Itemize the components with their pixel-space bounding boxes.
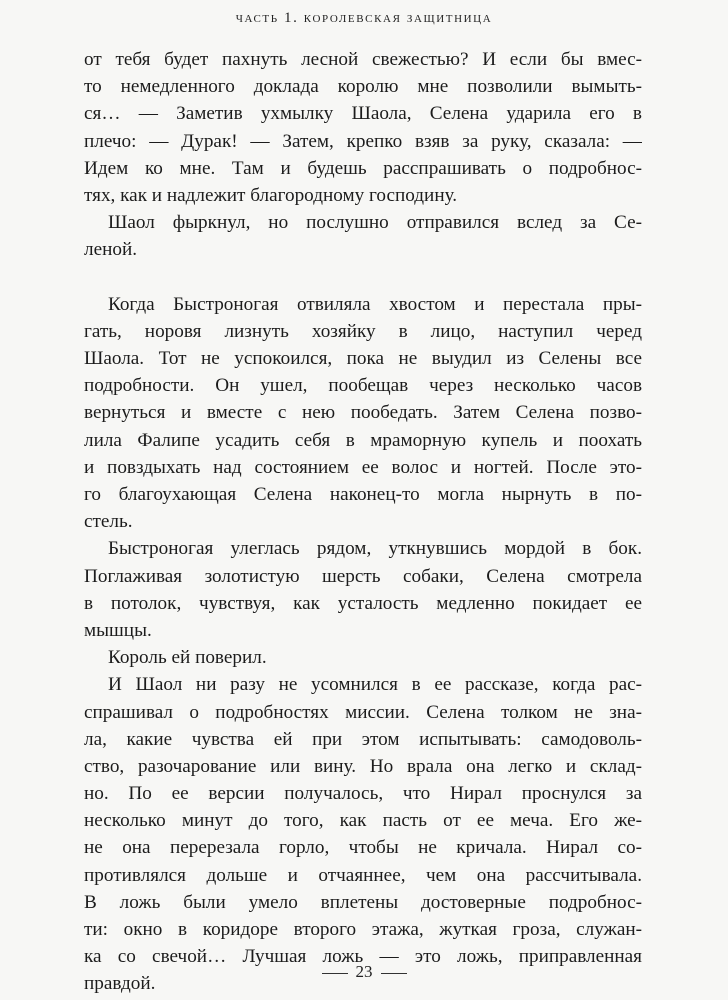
text-line: Идем ко мне. Там и будешь расспрашивать о подробнос- — [84, 157, 642, 179]
text-line: вернуться и вместе с нею пообедать. Затем Селена позво- — [84, 402, 642, 424]
paragraph — [84, 644, 642, 671]
paragraph — [84, 291, 642, 536]
text-line: стель. — [84, 511, 133, 533]
text-line: противлялся дольше и отчаяннее, чем она рассчитывала. — [84, 864, 642, 886]
text-line: и повздыхать над состоянием ее волос и ногтей. После это- — [84, 456, 642, 478]
text-line: не она перерезала горло, чтобы не кричала. Нирал со- — [84, 837, 642, 859]
text-line: ство, разочарование или вину. Но врала она легко и склад- — [84, 755, 642, 777]
text-line: подробности. Он ушел, пообещав через несколько часов — [84, 375, 642, 397]
text-line: но. По ее версии получалось, что Нирал проснулся за — [84, 783, 642, 805]
folio-dash-left — [322, 973, 348, 974]
text-line: В ложь были умело вплетены достоверные подробнос- — [84, 891, 642, 913]
text-line: го благоухающая Селена наконец-то могла нырнуть в по- — [84, 484, 642, 505]
text-line: Шаола. Тот не успокоился, пока не выудил из Селены все — [84, 348, 642, 370]
text-line: гать, норовя лизнуть хозяйку в лицо, наступил черед — [84, 320, 642, 342]
text-line: спрашивал о подробностях миссии. Селена толком не зна- — [84, 701, 642, 723]
text-line: Когда Быстроногая отвиляла хвостом и перестала пры- — [108, 293, 642, 315]
page-number-footer — [0, 962, 728, 982]
text-line: Поглаживая золотистую шерсть собаки, Селена смотрела — [84, 565, 642, 587]
text-line: в потолок, чувствуя, как усталость медленно покидает ее — [84, 592, 642, 614]
paragraph — [84, 535, 642, 644]
text-line: мышцы. — [84, 619, 152, 641]
text-line: ся… — Заметив ухмылку Шаола, Селена ударила его в — [84, 103, 642, 125]
text-line: правдой. — [84, 973, 156, 995]
text-line: Король ей поверил. — [108, 647, 267, 669]
text-line: лила Фалипе усадить себя в мраморную купель и поохать — [84, 429, 642, 451]
body-text — [84, 46, 642, 998]
text-line: Шаол фыркнул, но послушно отправился вслед за Се- — [108, 212, 642, 234]
text-line: И Шаол ни разу не усомнился в ее рассказе, когда рас- — [108, 674, 642, 696]
folio-dash-right — [381, 973, 407, 974]
paragraph — [84, 46, 642, 209]
text-line: плечо: — Дурак! — Затем, крепко взяв за руку, сказала: — — [84, 130, 642, 152]
section-break — [84, 264, 642, 291]
page-number: 23 — [355, 962, 373, 981]
paragraph — [84, 671, 642, 997]
text-line: тях, как и надлежит благородному господину. — [84, 184, 458, 206]
text-line: несколько минут до того, как пасть от ее меча. Его же- — [84, 810, 642, 832]
text-line: ти: окно в коридоре второго этажа, жуткая гроза, служан- — [84, 919, 642, 940]
text-line: ла, какие чувства ей при этом испытывать: самодоволь- — [84, 728, 642, 750]
text-line: леной. — [84, 239, 138, 261]
text-line: Быстроногая улеглась рядом, уткнувшись мордой в бок. — [108, 538, 642, 560]
text-line: от тебя будет пахнуть лесной свежестью? И если бы вмес- — [84, 49, 642, 70]
paragraph — [84, 209, 642, 263]
text-line: ка со свечой… Лучшая ложь — это ложь, приправленная — [84, 946, 642, 968]
running-title: часть 1. королевская защитница — [235, 10, 493, 26]
text-line: то немедленного доклада королю мне позволили вымыть- — [84, 76, 642, 98]
